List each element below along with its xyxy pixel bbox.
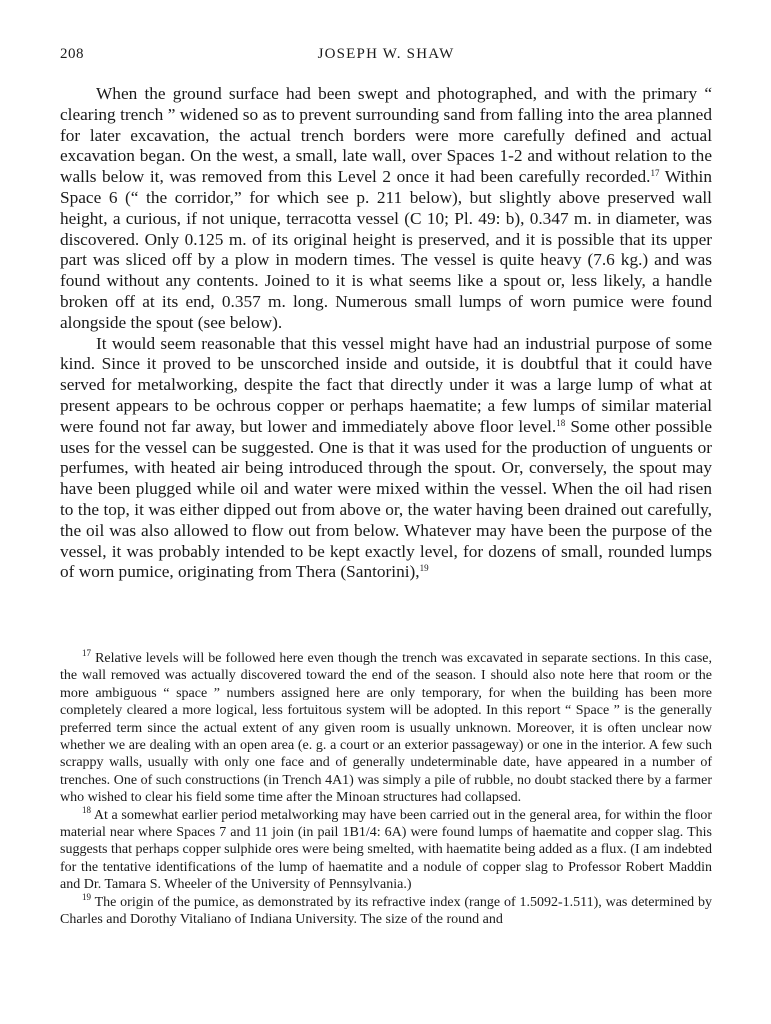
footnote-ref-19: 19	[419, 563, 429, 574]
footnote-18	[60, 804, 712, 894]
running-title: JOSEPH W. SHAW	[317, 46, 455, 62]
footnote-text: Relative levels will be followed here even though the trench was excavated in separate sections. In this case, the wall removed was actually discovered toward the end of the season. I should also note here that room or the more ambiguous “ space ” numbers assigned here are only temporary, for when the building has been more completely cleared a more logical, less fortuitous system will be adopted. In this report “ Space ” is the generally preferred term since the actual extent of any given room is usually unknown. Moreover, it is often unclear now whether we are dealing with an open area (e. g. a court or an exterior passageway) or one in the interior. A few such scrappy walls, usually with only one face and of generally undeterminable date, have appeared in a number of trenches. One of such constructions (in Trench 4A1) was simply a pile of rubble, no doubt stacked there by a farmer who wished to clear his field some time after the Minoan structures had collapsed.	[60, 651, 713, 806]
footnote-ref-18: 18	[556, 417, 566, 428]
paragraph-2-text-a: It would seem reasonable that this vessel might have had an industrial purpose of some kind. Since it proved to be unscorched inside and outside, it is doubtful that it could have served for metalworking, despite the fact that directly under it was a large lump of what at present appears to be ochrous copper or perhaps haematite; a few lumps of similar material were found not far away, but lower and immediately above floor level.	[60, 333, 712, 436]
running-head	[60, 46, 712, 66]
footnote-text: The origin of the pumice, as demonstrated by its refractive index (range of 1.5092-1.511), was determined by Charles and Dorothy Vitaliano of Indiana University. The size of the round and	[60, 894, 712, 928]
paragraph-2-text-b: Some other possible uses for the vessel can be suggested. One is that it was used for the production of unguents or perfumes, with heated air being introduced through the spout. Or, conversely, the spout may have been plugged while oil and water were mixed within the vessel. When the oil had risen to the top, it was either dipped out from above or, the water having been drained out carefully, the oil was also allowed to flow out from below. Whatever may have been the purpose of the vessel, it was probably intended to be kept exactly level, for dozens of small, rounded lumps of worn pumice, originating from Thera (Santorini),	[60, 416, 712, 582]
paragraph-1	[60, 84, 712, 334]
footnotes	[60, 650, 712, 929]
footnote-17	[60, 650, 712, 807]
footnote-number: 18	[82, 804, 91, 815]
footnote-number: 17	[82, 648, 91, 658]
paragraph-1-text-b: Within Space 6 (“ the corridor,” for which see p. 211 below), but slightly above preserved wall height, a curious, if not unique, terracotta vessel (C 10; Pl. 49: b), 0.347 m. in diameter, was discovered. Only 0.125 m. of its original height is preserved, and it is possible that its upper part was sliced off by a plow in modern times. The vessel is quite heavy (7.6 kg.) and was found without any contents. Joined to it is what seems like a spout or, less likely, a handle broken off at its end, 0.357 m. long. Numerous small lumps of worn pumice were found alongside the spout (see below).	[60, 167, 712, 332]
paragraph-1-text-a: When the ground surface had been swept and photographed, and with the primary “ clearing trench ” widened so as to prevent surrounding sand from falling into the area planned for later excavation, the actual trench borders were more carefully defined and actual excavation began. On the west, a small, late wall, over Spaces 1-2 and without relation to the walls below it, was removed from this Level 2 once it had been carefully recorded.	[60, 84, 712, 187]
footnote-ref-17: 17	[650, 168, 660, 179]
footnote-19	[60, 891, 712, 929]
body-text	[60, 84, 712, 583]
footnote-text: At a somewhat earlier period metalworking may have been carried out in the general area, for within the floor material near where Spaces 7 and 11 join (in pail 1B1/4: 6A) were found lumps of haematite and copper slag. This suggests that perhaps copper sulphide ores were being smelted, with haematite being added as a flux. (I am indebted for the tentative identifications of the lump of haematite and a nodule of copper slag to Professor Robert Maddin and Dr. Tamara S. Wheeler of the University of Pennsylvania.)	[60, 807, 712, 893]
paragraph-2	[60, 334, 712, 584]
page-number: 208	[60, 46, 84, 62]
footnote-number: 19	[82, 891, 91, 902]
